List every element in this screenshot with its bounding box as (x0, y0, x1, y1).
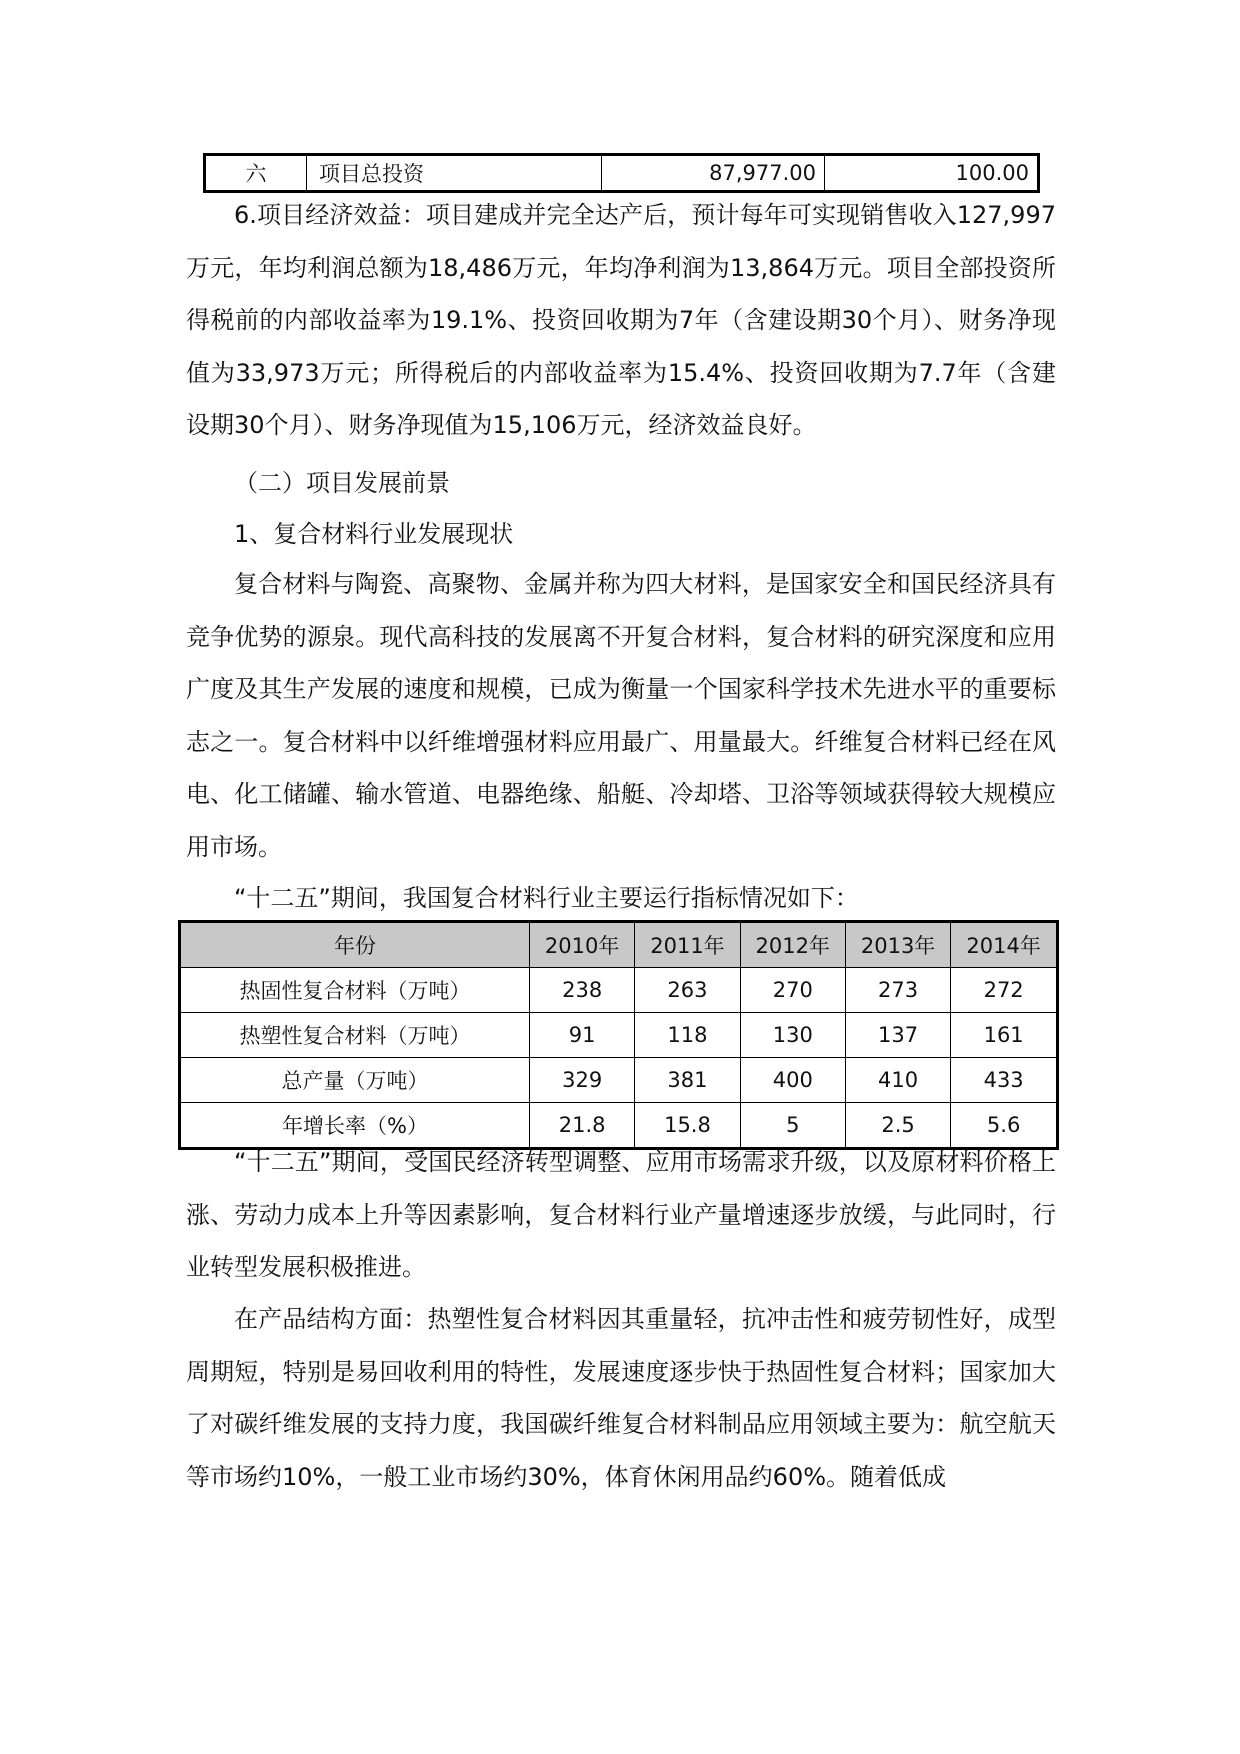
table-cell: 热塑性复合材料（万吨） (180, 1013, 530, 1058)
table-cell: 272 (951, 968, 1058, 1013)
table-caption: “十二五”期间，我国复合材料行业主要运行指标情况如下： (234, 884, 859, 912)
table-cell: 433 (951, 1058, 1058, 1103)
table-cell: 161 (951, 1013, 1058, 1058)
header-cell: 2011年 (635, 922, 740, 968)
row-amount: 87,977.00 (602, 155, 825, 192)
section-heading: （二）项目发展前景 (234, 469, 450, 497)
table-row (180, 968, 1058, 1013)
table-cell: 137 (845, 1013, 950, 1058)
table-cell: 238 (530, 968, 635, 1013)
header-cell: 2014年 (951, 922, 1058, 968)
table-cell: 15.8 (635, 1103, 740, 1149)
header-cell: 2012年 (740, 922, 845, 968)
table-row (180, 1013, 1058, 1058)
table-cell: 热固性复合材料（万吨） (180, 968, 530, 1013)
table-cell: 270 (740, 968, 845, 1013)
table-cell: 年增长率（%） (180, 1103, 530, 1149)
investment-table-fragment (203, 153, 1040, 193)
table-cell: 91 (530, 1013, 635, 1058)
table-row (180, 1058, 1058, 1103)
table-cell: 21.8 (530, 1103, 635, 1149)
table-cell: 381 (635, 1058, 740, 1103)
table-cell: 130 (740, 1013, 845, 1058)
table-cell: 总产量（万吨） (180, 1058, 530, 1103)
header-cell: 2013年 (845, 922, 950, 968)
product-structure-paragraph: 在产品结构方面：热塑性复合材料因其重量轻，抗冲击性和疲劳韧性好，成型周期短，特别是易回收利用的特性，发展速度逐步快于热固性复合材料；国家加大了对碳纤维发展的支持力度，我国碳纤维复合材料制品应用领域主要为：航空航天等市场约10%，一般工业市场约30%，体育休闲用品约60%。随着低成 (186, 1305, 1056, 1491)
table-header-row (180, 922, 1058, 968)
header-cell: 年份 (180, 922, 530, 968)
table-cell: 273 (845, 968, 950, 1013)
header-cell: 2010年 (530, 922, 635, 968)
table-cell: 329 (530, 1058, 635, 1103)
table-row (205, 155, 1039, 192)
industry-intro-paragraph: 复合材料与陶瓷、高聚物、金属并称为四大材料，是国家安全和国民经济具有竞争优势的源泉。现代高科技的发展离不开复合材料，复合材料的研究深度和应用广度及其生产发展的速度和规模，已成为衡量一个国家科学技术先进水平的重要标志之一。复合材料中以纤维增强材料应用最广、用量最大。纤维复合材料已经在风电、化工储罐、输水管道、电器绝缘、船艇、冷却塔、卫浴等领域获得较大规模应用市场。 (186, 570, 1056, 861)
table-cell: 410 (845, 1058, 950, 1103)
table-cell: 263 (635, 968, 740, 1013)
row-index: 六 (205, 155, 307, 192)
economic-benefit-paragraph: 6.项目经济效益：项目建成并完全达产后，预计每年可实现销售收入127,997万元，年均利润总额为18,486万元，年均净利润为13,864万元。项目全部投资所得税前的内部收益率为19.1%、投资回收期为7年（含建设期30个月）、财务净现值为33,973万元；所得税后的内部收益率为15.4%、投资回收期为7.7年（含建设期30个月）、财务净现值为15,106万元，经济效益良好。 (186, 201, 1056, 439)
table-cell: 400 (740, 1058, 845, 1103)
subsection-heading: 1、复合材料行业发展现状 (234, 520, 514, 548)
industry-indicator-table (178, 920, 1059, 1150)
row-name: 项目总投资 (307, 155, 602, 192)
trend-paragraph: “十二五”期间，受国民经济转型调整、应用市场需求升级，以及原材料价格上涨、劳动力成本上升等因素影响，复合材料行业产量增速逐步放缓，与此同时，行业转型发展积极推进。 (186, 1148, 1056, 1281)
table-cell: 5.6 (951, 1103, 1058, 1149)
row-percent: 100.00 (825, 155, 1039, 192)
table-cell: 2.5 (845, 1103, 950, 1149)
table-cell: 118 (635, 1013, 740, 1058)
table-cell: 5 (740, 1103, 845, 1149)
